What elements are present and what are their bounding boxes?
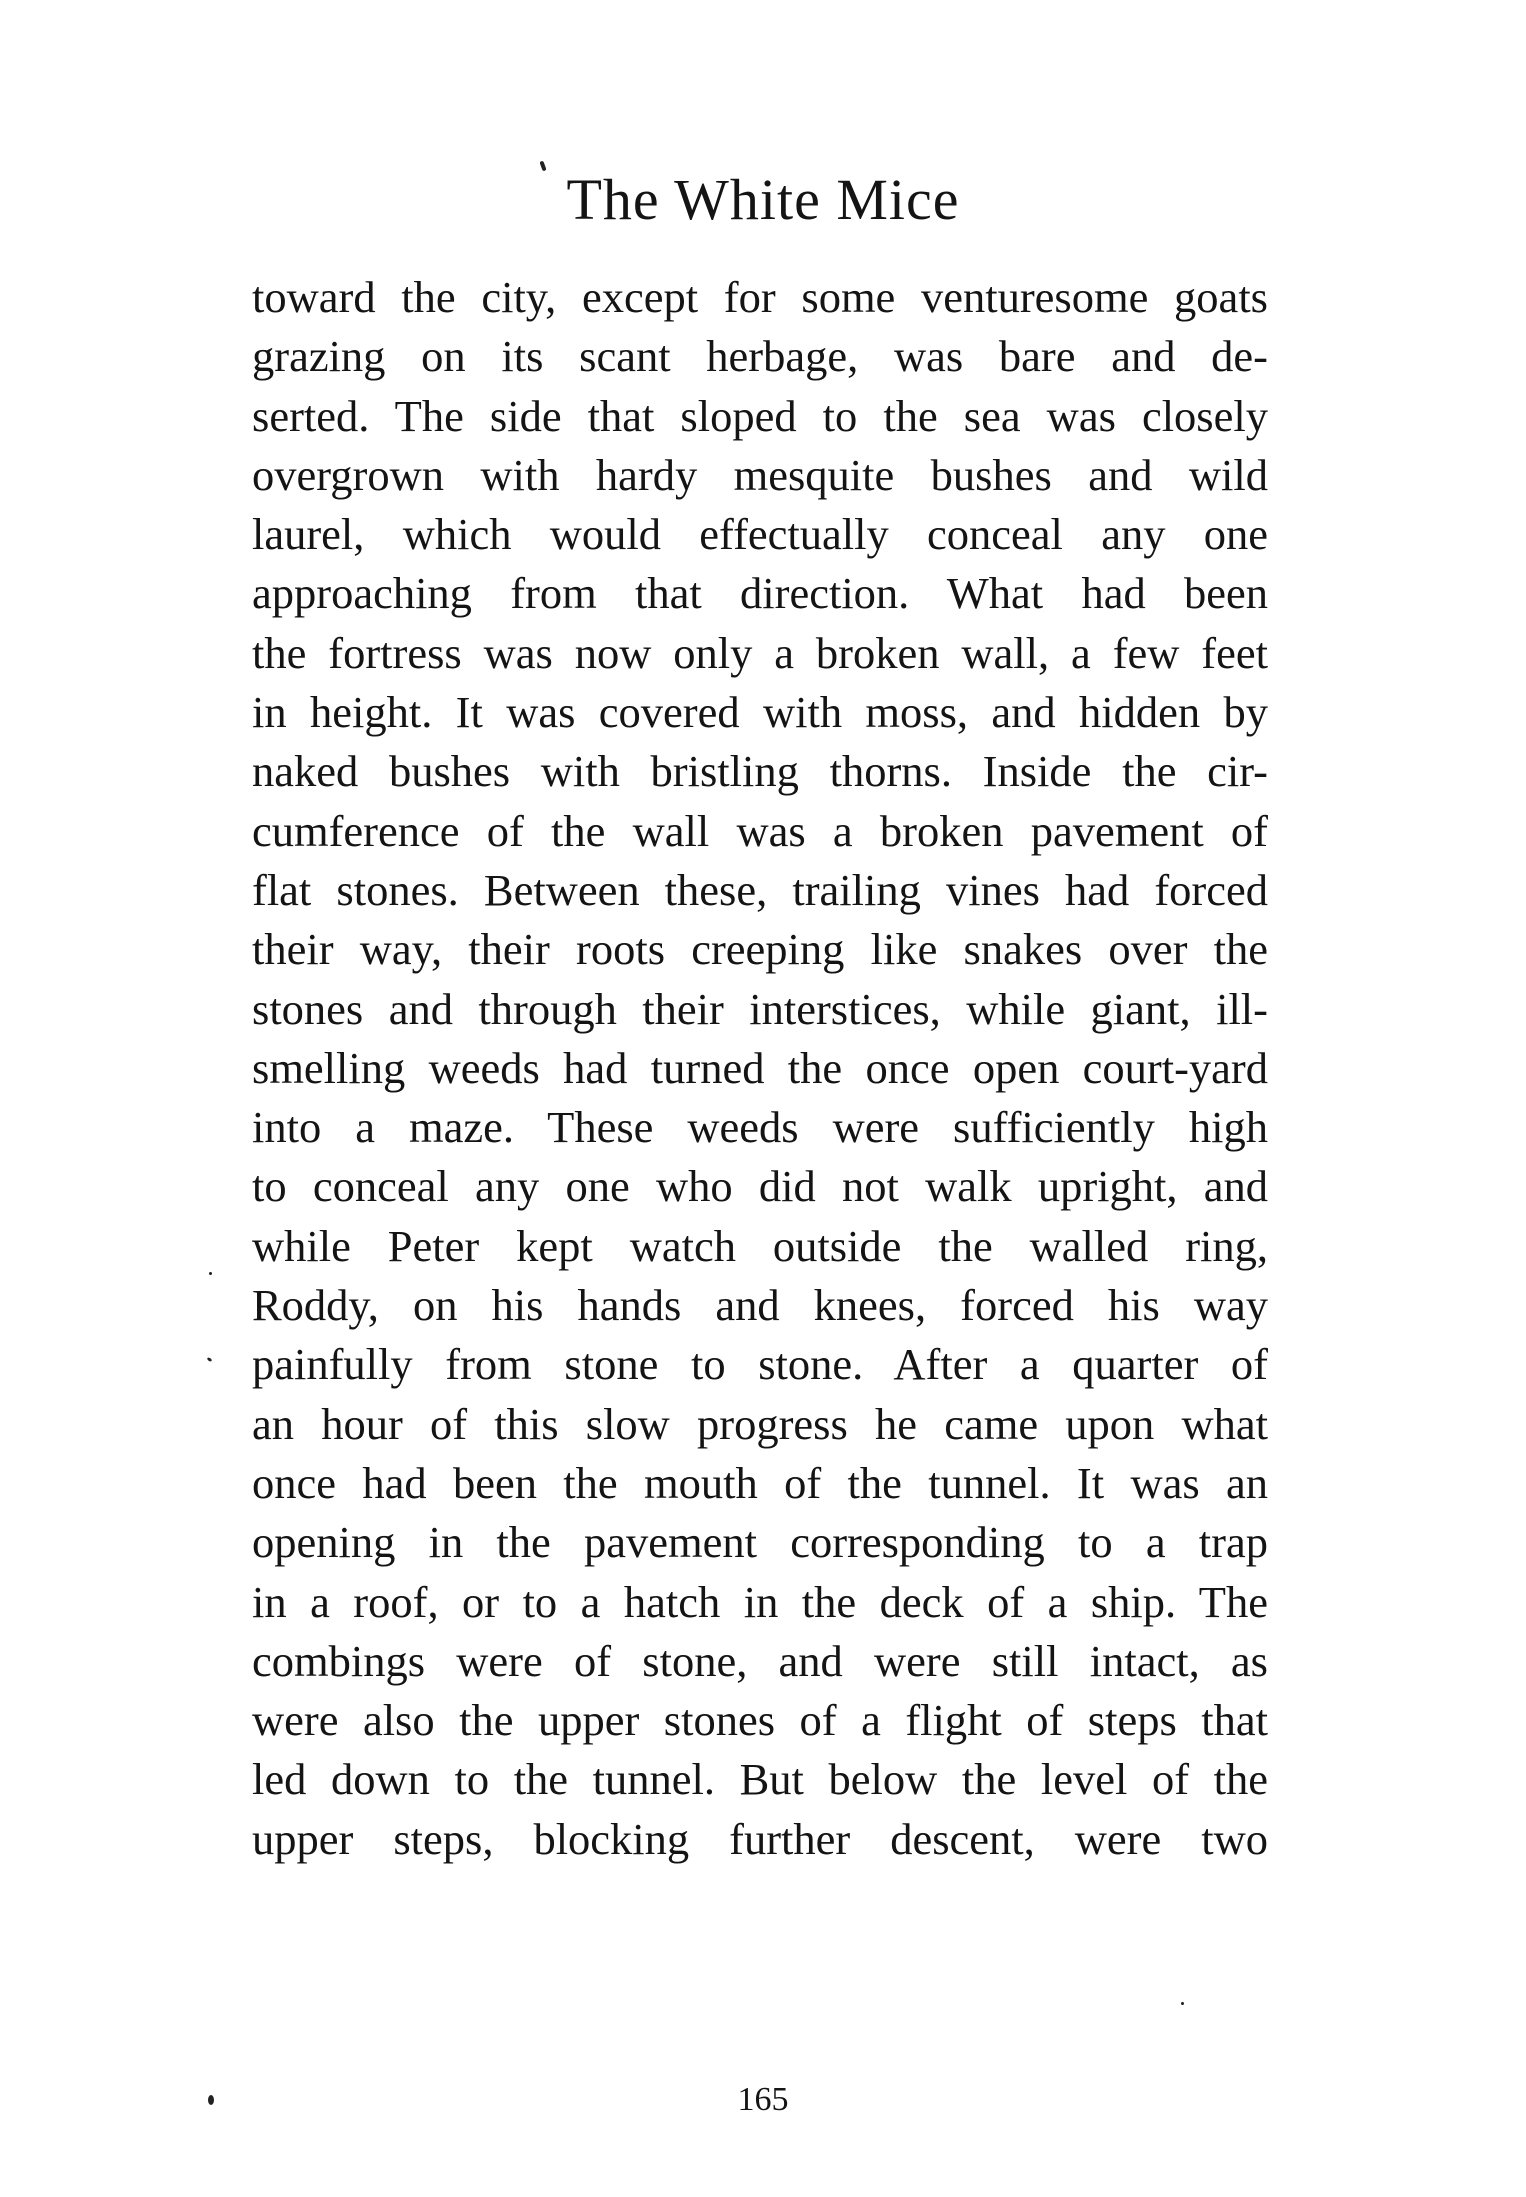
text-line: in height. It was covered with moss, and hidden by	[252, 687, 1268, 738]
text-line: toward the city, except for some venturesome goats	[252, 272, 1268, 322]
text-line: naked bushes with bristling thorns. Inside the cir-	[252, 746, 1268, 797]
text-line: into a maze. These weeds were sufficiently high	[252, 1102, 1268, 1153]
text-line: grazing on its scant herbage, was bare and de-	[252, 331, 1268, 382]
text-line: smelling weeds had turned the once open court-yard	[252, 1042, 1268, 1093]
text-line: laurel, which would effectually conceal any one	[252, 509, 1268, 560]
text-line: the fortress was now only a broken wall, a few feet	[252, 627, 1268, 678]
text-line: once had been the mouth of the tunnel. It was an	[252, 1457, 1268, 1508]
text-line: serted. The side that sloped to the sea was closely	[252, 390, 1268, 441]
text-line: painfully from stone to stone. After a quarter of	[252, 1339, 1268, 1390]
text-line: overgrown with hardy mesquite bushes and wild	[252, 449, 1268, 500]
text-line: in a roof, or to a hatch in the deck of a ship. The	[252, 1576, 1268, 1627]
text-line: flat stones. Between these, trailing vines had forced	[252, 864, 1268, 915]
text-line: stones and through their interstices, while giant, ill-	[252, 983, 1268, 1034]
text-line: their way, their roots creeping like snakes over the	[252, 924, 1268, 975]
running-head: The White Mice	[566, 167, 960, 232]
text-line: to conceal any one who did not walk upright, and	[252, 1161, 1268, 1212]
ink-speck	[208, 2095, 214, 2105]
text-line: upper steps, blocking further descent, were two	[252, 1813, 1268, 1864]
page-number: 165	[737, 2081, 789, 2118]
body-text	[252, 268, 1268, 1869]
text-line: an hour of this slow progress he came upon what	[252, 1398, 1268, 1449]
text-line: opening in the pavement corresponding to a trap	[252, 1517, 1268, 1568]
text-line: were also the upper stones of a flight of steps that	[252, 1695, 1268, 1746]
text-line: cumference of the wall was a broken pavement of	[252, 805, 1268, 856]
ink-speck	[207, 1357, 213, 1362]
text-line: approaching from that direction. What had been	[252, 568, 1268, 619]
text-line: led down to the tunnel. But below the level of the	[252, 1754, 1268, 1805]
text-line: Roddy, on his hands and knees, forced his way	[252, 1280, 1268, 1331]
text-line: while Peter kept watch outside the walled ring,	[252, 1220, 1268, 1271]
text-line: combings were of stone, and were still intact, as	[252, 1635, 1268, 1686]
ink-speck	[209, 1272, 212, 1275]
ink-speck	[1181, 2002, 1184, 2005]
